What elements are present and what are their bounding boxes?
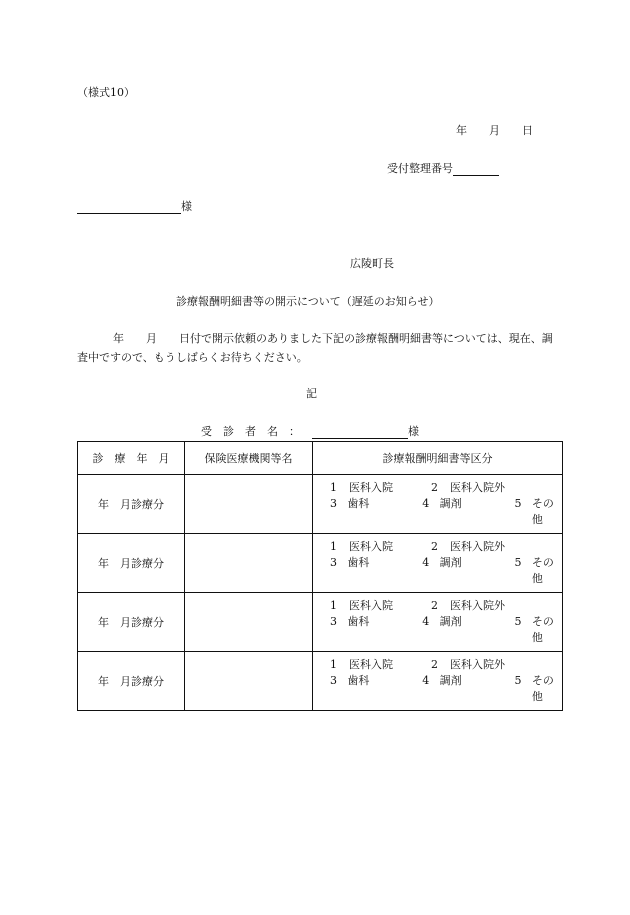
type-label: その他 xyxy=(531,615,554,644)
type-num: 4 xyxy=(422,497,430,510)
type-num: 3 xyxy=(330,674,337,687)
type-label: 調剤 xyxy=(439,497,462,510)
type-num: 2 xyxy=(431,599,438,612)
table-row xyxy=(78,593,563,652)
table-row xyxy=(78,534,563,593)
patient-line xyxy=(201,425,419,439)
patient-suffix: 様 xyxy=(408,425,419,438)
type-label: 医科入院外 xyxy=(450,540,505,553)
type-label: 歯科 xyxy=(347,497,370,510)
statement-type-cell xyxy=(313,475,563,534)
treatment-month-cell: 年 月診療分 xyxy=(78,475,185,534)
type-num: 1 xyxy=(330,599,337,612)
type-label: 医科入院 xyxy=(349,540,393,553)
type-num: 4 xyxy=(422,556,430,569)
table-row xyxy=(78,652,563,711)
sender: 広陵町長 xyxy=(350,257,394,270)
institution-cell[interactable] xyxy=(185,534,313,593)
type-label: 歯科 xyxy=(347,674,370,687)
type-num: 3 xyxy=(330,497,337,510)
header-institution: 保険医療機関等名 xyxy=(185,442,313,475)
institution-cell[interactable] xyxy=(185,593,313,652)
type-label: 医科入院 xyxy=(349,599,393,612)
treatment-month-cell: 年 月診療分 xyxy=(78,593,185,652)
addressee xyxy=(77,200,192,214)
type-label: 医科入院外 xyxy=(450,658,505,671)
treatment-month-cell: 年 月診療分 xyxy=(78,652,185,711)
type-label: その他 xyxy=(531,497,554,526)
table-header-row xyxy=(78,442,563,475)
addressee-suffix: 様 xyxy=(181,200,192,213)
patient-name-field[interactable] xyxy=(312,426,408,439)
body-text: 年 月 日付で開示依頼のありました下記の診療報酬明細書等については、現在、調査中ですので、もうしばらくお待ちください。 xyxy=(77,332,553,364)
receipt-number-label: 受付整理番号 xyxy=(387,162,453,175)
patient-label: 受 診 者 名 ： xyxy=(201,425,300,438)
receipt-number xyxy=(387,162,499,176)
type-num: 5 xyxy=(514,674,522,687)
type-label: その他 xyxy=(531,556,554,585)
statement-type-cell xyxy=(313,652,563,711)
type-num: 3 xyxy=(330,556,337,569)
type-num: 2 xyxy=(431,658,438,671)
type-label: 調剤 xyxy=(439,674,462,687)
ki-heading: 記 xyxy=(306,387,317,400)
statement-type-cell xyxy=(313,593,563,652)
type-label: 調剤 xyxy=(439,615,462,628)
type-num: 3 xyxy=(330,615,337,628)
type-num: 1 xyxy=(330,658,337,671)
disclosure-table xyxy=(77,441,563,711)
addressee-name-field[interactable] xyxy=(77,201,181,214)
treatment-month-cell: 年 月診療分 xyxy=(78,534,185,593)
institution-cell[interactable] xyxy=(185,475,313,534)
type-num: 4 xyxy=(422,674,430,687)
receipt-number-field[interactable] xyxy=(453,163,499,176)
table-row xyxy=(78,475,563,534)
type-label: 医科入院外 xyxy=(450,481,505,494)
type-label: 医科入院 xyxy=(349,658,393,671)
type-label: 歯科 xyxy=(347,556,370,569)
type-label: 医科入院 xyxy=(349,481,393,494)
type-num: 5 xyxy=(514,615,522,628)
statement-type-cell xyxy=(313,534,563,593)
type-label: 歯科 xyxy=(347,615,370,628)
type-num: 4 xyxy=(422,615,430,628)
type-num: 2 xyxy=(431,481,438,494)
document-title: 診療報酬明細書等の開示について（遅延のお知らせ） xyxy=(176,295,440,308)
type-num: 5 xyxy=(514,556,522,569)
type-label: その他 xyxy=(531,674,554,703)
institution-cell[interactable] xyxy=(185,652,313,711)
type-num: 1 xyxy=(330,481,337,494)
type-num: 1 xyxy=(330,540,337,553)
date-line: 年 月 日 xyxy=(456,124,533,137)
type-label: 調剤 xyxy=(439,556,462,569)
type-label: 医科入院外 xyxy=(450,599,505,612)
header-treatment-month: 診 療 年 月 xyxy=(78,442,185,475)
type-num: 5 xyxy=(514,497,522,510)
form-number: （様式10） xyxy=(77,86,135,99)
type-num: 2 xyxy=(431,540,438,553)
header-statement-type: 診療報酬明細書等区分 xyxy=(313,442,563,475)
